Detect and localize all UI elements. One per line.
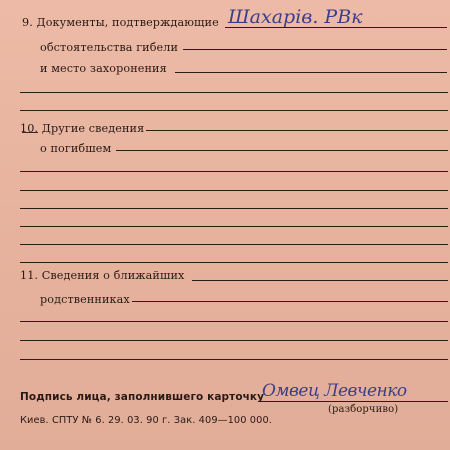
section9-line3 — [175, 72, 447, 73]
section10-line2 — [116, 150, 448, 151]
section9-line1 — [225, 27, 447, 28]
section9-blank-line — [20, 92, 448, 93]
section11-blank-line — [20, 321, 448, 322]
section10-blank-line — [20, 190, 448, 191]
signature-line — [258, 401, 448, 402]
section11-blank-line — [20, 340, 448, 341]
section11-line2 — [132, 301, 448, 302]
section10-blank-line — [20, 208, 448, 209]
section9-label-line1: 9. Документы, подтверждающие — [22, 16, 219, 29]
signature-hint: (разборчиво) — [328, 404, 399, 415]
section9-label-line2: обстоятельства гибели — [40, 41, 179, 54]
section11-label-line2: родственниках — [40, 293, 130, 306]
section10-label-line2: о погибшем — [40, 142, 112, 155]
section10-blank-line — [20, 226, 448, 227]
section9-label-line3: и место захоронения — [40, 62, 167, 75]
signature-handwritten-value: Омвец Левченко — [262, 381, 407, 401]
section10-label-line1: 10. Другие сведения — [20, 122, 145, 135]
section10-blank-line — [20, 262, 448, 263]
section11-line1 — [192, 280, 448, 281]
section9-line2 — [183, 49, 447, 50]
margin-dash — [22, 132, 38, 133]
section9-handwritten-value: Шахарів. РВк — [228, 6, 363, 28]
section11-label-line1: 11. Сведения о ближайших — [20, 269, 185, 282]
section10-blank-line — [20, 244, 448, 245]
section9-blank-line — [20, 110, 448, 111]
section10-line1 — [146, 130, 448, 131]
printer-imprint: Киев. СПТУ № 6. 29. 03. 90 г. Зак. 409—100 000. — [20, 415, 272, 426]
signature-label: Подпись лица, заполнившего карточку — [20, 391, 265, 403]
section11-blank-line — [20, 359, 448, 360]
section10-blank-line — [20, 171, 448, 172]
